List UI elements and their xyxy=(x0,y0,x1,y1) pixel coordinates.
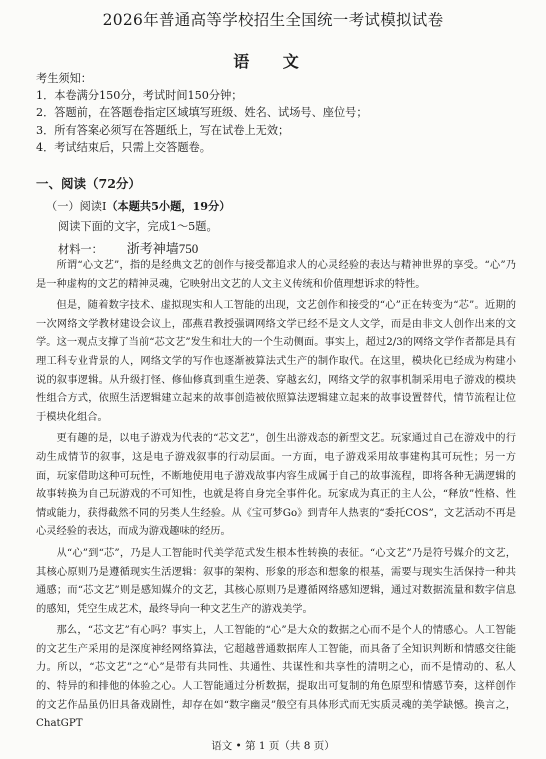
passage-paragraph: 所谓“心文艺”，指的是经典文艺的创作与接受都追求人的心灵经验的表达与精神世界的享受。“心”乃是一种虚构的文艺的精神灵魂，它映射出文艺的人文主义传统和价值理想诉求的特性。 xyxy=(36,259,516,290)
material-label: 材料一： xyxy=(58,243,103,256)
passage-paragraph: 更有趣的是，以电子游戏为代表的“芯文艺”，创生出游戏态的新型文艺。玩家通过自己在游戏中的行动生成情节的叙事，这是电子游戏叙事的行动层面。一方面，电子游戏采用故事建构其可玩性；另一方面，玩家借助这种可玩性，不断地使用电子游戏故事内容生成属于自己的故事流程，即将各种无满逻辑的故事转换为自己玩游戏的不可知性，也就是将自身完全事件化。玩家成为真正的主人公，“释放”性格、性情或能力，获得截然不同的另类人生经验。从《宝可梦Go》到青年人热衷的“委托COS”，文艺活动不再是心灵经验的表达，而成为游戏趣味的经历。 xyxy=(36,432,516,538)
reading-instruction: 阅读下面的文字，完成1～5题。 xyxy=(58,220,218,233)
notes-item: 3．所有答案必须写在答题纸上，写在试卷上无效； xyxy=(36,123,290,137)
material-line xyxy=(58,238,198,257)
section-heading: 一、阅读（72分） xyxy=(36,176,141,191)
subject-title: 语 文 xyxy=(233,52,313,71)
subsection-heading xyxy=(46,198,230,214)
subsection-detail: （本题共5小题，19分） xyxy=(106,199,231,213)
exam-notes xyxy=(36,70,368,156)
notes-item: 4．考试结束后，只需上交答题卷。 xyxy=(36,140,211,154)
notes-heading: 考生须知： xyxy=(36,72,92,85)
passage-paragraph: 那么，“芯文艺”有心吗？事实上，人工智能的“心”是大众的数据之心而不是个人的情感心。人工智能的文艺生产采用的是深度神经网络算法，它超越普通数据库人工智能，而具备了全知识判断和情感交往能力。所以，“芯文艺”之“心”是带有共同性、共通性、共谋性和共享性的清明之心，而不是情动的、私人的、特异的和排他的体验之心。人工智能通过分析数据，提取出可复制的角色原型和情感节奏，这样创作的文艺作品虽仍旧具备戏剧性，却存在如“数字幽灵”般空有具体形式而无实质灵魂的美学缺憾。换言之，ChatGPT xyxy=(36,624,516,730)
exam-title: 2026年普通高等学校招生全国统一考试模拟试卷 xyxy=(102,11,444,29)
notes-item: 2．答题前，在答题卷指定区域填写班级、姓名、试场号、座位号； xyxy=(36,106,368,120)
handwritten-watermark: 浙考神墙750 xyxy=(126,241,199,256)
notes-item: 1．本卷满分150分，考试时间150分钟； xyxy=(36,89,243,103)
subsection-label: （一）阅读Ⅰ xyxy=(46,200,107,213)
passage-paragraph: 但是，随着数字技术、虚拟现实和人工智能的出现，文艺创作和接受的“心”正在转变为“芯”。近期的一次网络文学教材建设会议上，邵燕君教授强调网络文学已经不是文人文学，而是由非文人创作出来的文学。这一观点支撑了当前“芯文艺”发生和壮大的一个生动侧面。事实上，超过2/3的网络文学作者都是具有理工科专业背景的人，网络文学的写作也逐渐被算法式生产的制作取代。在这里，模块化已经成为构建小说的叙事逻辑。从升级打怪、修仙修真到重生逆袭、穿越玄幻，网络文学的叙事机制采用电子游戏的模块性组合方式，依照生活逻辑建立起来的故事创造被依照算法逻辑建立起来的故事设置替代，情节流程让位于模块化组合。 xyxy=(36,299,516,423)
page-footer: 语文 • 第 1 页（共 8 页） xyxy=(211,740,335,752)
passage-body xyxy=(36,256,516,736)
passage-paragraph: 从“心”到“芯”，乃是人工智能时代美学范式发生根本性转换的表征。“心文艺”乃是符号媒介的文艺，其核心原则乃是遵循现实生活逻辑：叙事的架构、形象的形态和想象的根基，需要与现实生活保持一种共通感；而“芯文艺”则是感知媒介的文艺，其核心原则乃是遵循网络感知逻辑，通过对数据流量和数字信息的感知，凭空生成艺术，最终导向一种文艺生产的游戏美学。 xyxy=(36,546,516,615)
